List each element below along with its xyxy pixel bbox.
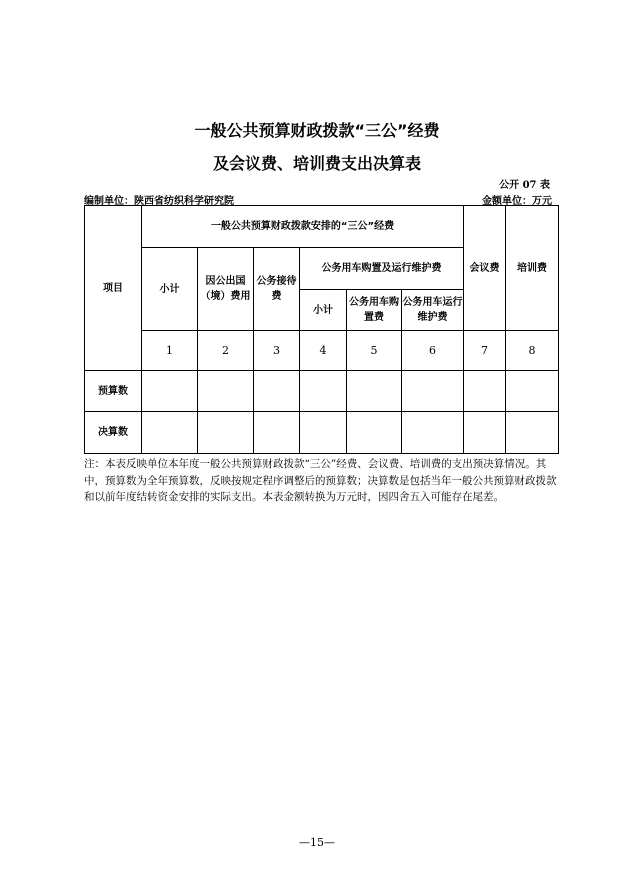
table-cell	[347, 371, 402, 412]
header-vehicle-purchase: 公务用车购置费	[347, 290, 402, 331]
table-cell	[506, 371, 559, 412]
table-cell	[464, 412, 506, 454]
table-cell	[198, 371, 254, 412]
table-cell	[300, 412, 347, 454]
header-reception: 公务接待费	[254, 248, 300, 331]
header-three-public-group: 一般公共预算财政拨款安排的“三公”经费	[142, 206, 464, 248]
col-number: 7	[464, 331, 506, 371]
row-label-budget: 预算数	[85, 371, 142, 412]
col-number: 8	[506, 331, 559, 371]
header-vehicle-subtotal: 小计	[300, 290, 347, 331]
amount-unit: 金额单位：万元	[482, 196, 552, 207]
table-row	[85, 371, 559, 412]
header-vehicle-operation: 公务用车运行维护费	[402, 290, 464, 331]
header-item: 项目	[85, 206, 142, 371]
col-number: 6	[402, 331, 464, 371]
table-cell	[402, 412, 464, 454]
table-cell	[142, 412, 198, 454]
expense-table	[84, 205, 559, 454]
table-cell	[254, 412, 300, 454]
table-cell	[198, 412, 254, 454]
table-cell	[254, 371, 300, 412]
page-number: —15—	[299, 836, 335, 849]
table-note: 注：本表反映单位本年度一般公共预算财政拨款“三公”经费、会议费、培训费的支出预决算情况。其中，预算数为全年预算数，反映按规定程序调整后的预算数；决算数是包括当年一般公共预算财政拨款和以前年度结转资金安排的实际支出。本表金额转换为万元时，因四舍五入可能存在尾差。	[84, 458, 557, 503]
header-training: 培训费	[506, 206, 559, 331]
row-label-final: 决算数	[85, 412, 142, 454]
table-cell	[142, 371, 198, 412]
header-subtotal: 小计	[142, 248, 198, 331]
title-line-2: 及会议费、培训费支出决算表	[212, 154, 421, 173]
compiling-unit: 编制单位：陕西省纺织科学研究院	[84, 196, 234, 207]
col-number: 2	[198, 331, 254, 371]
header-vehicle-group: 公务用车购置及运行维护费	[300, 248, 464, 290]
col-number: 3	[254, 331, 300, 371]
title-line-1: 一般公共预算财政拨款“三公”经费	[194, 121, 440, 140]
table-cell	[464, 371, 506, 412]
table-cell	[347, 412, 402, 454]
header-abroad: 因公出国（境）费用	[198, 248, 254, 331]
col-number: 1	[142, 331, 198, 371]
table-number: 公开 07 表	[499, 180, 550, 191]
table-row	[85, 412, 559, 454]
col-number: 5	[347, 331, 402, 371]
table-cell	[402, 371, 464, 412]
table-cell	[506, 412, 559, 454]
table-cell	[300, 371, 347, 412]
col-number: 4	[300, 331, 347, 371]
header-meeting: 会议费	[464, 206, 506, 331]
